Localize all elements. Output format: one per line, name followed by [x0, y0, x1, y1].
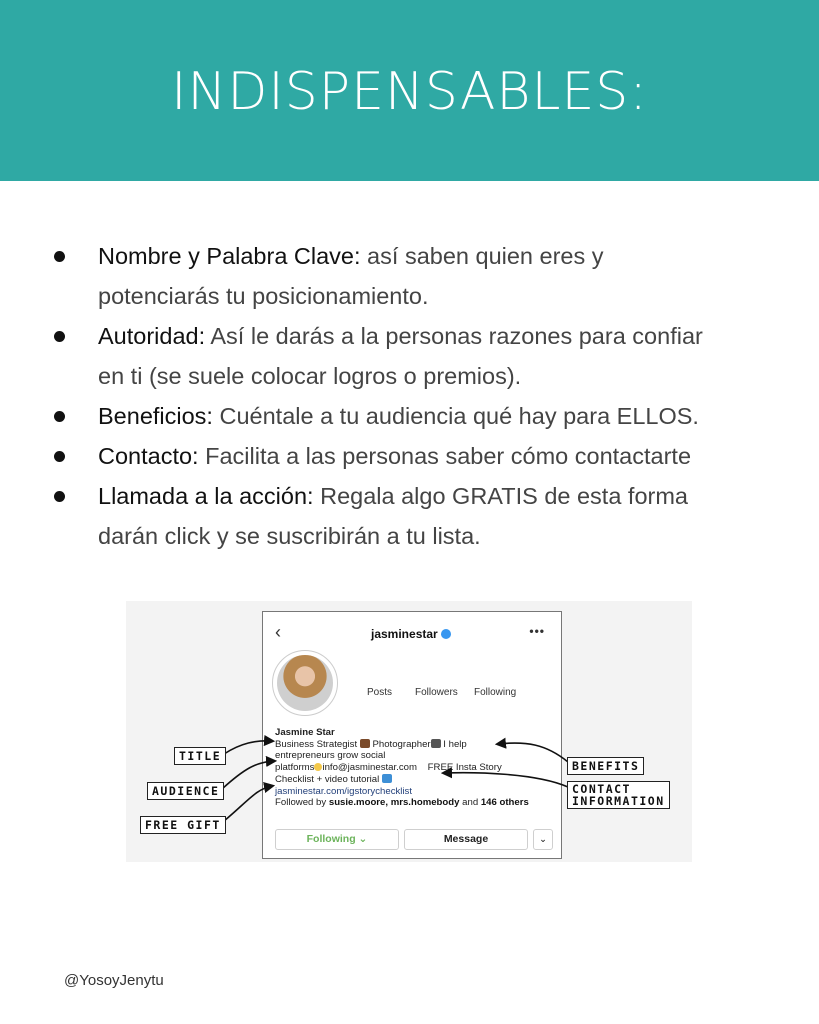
list-item: [48, 316, 778, 396]
following-label: Following: [306, 833, 356, 845]
bullet-text: Regala algo GRATIS de esta forma: [313, 483, 689, 509]
bullet-dot: [54, 251, 65, 262]
stat-following[interactable]: Following: [474, 687, 517, 698]
bullet-text: Así le darás a la personas razones para confiar: [205, 323, 703, 349]
username-text: jasminestar: [371, 627, 438, 641]
instagram-profile-figure: [126, 601, 692, 862]
bio-text: I help: [443, 738, 467, 750]
list-item: [48, 476, 778, 556]
bullet-text-continued: darán click y se suscribirán a tu lista.: [98, 523, 481, 549]
suggestions-dropdown-button[interactable]: ⌄: [533, 829, 553, 850]
followed-users[interactable]: susie.moore, mrs.homebody: [328, 797, 460, 809]
bullet-dot: [54, 331, 65, 342]
bio-text: platforms: [275, 762, 315, 774]
bullet-key: Beneficios:: [98, 403, 213, 429]
label-free-gift: FREE GIFT: [140, 816, 226, 834]
arrow-benefits: [498, 743, 568, 762]
bullet-text-continued: potenciarás tu posicionamiento.: [98, 283, 429, 309]
label-contact-line1: CONTACT: [572, 782, 631, 796]
arrow-free-gift: [224, 786, 272, 821]
more-options-icon[interactable]: •••: [529, 624, 545, 638]
bullet-dot: [54, 451, 65, 462]
arrow-title: [224, 741, 272, 754]
header-banner: [0, 0, 819, 181]
message-button[interactable]: Message: [404, 829, 528, 850]
bio-link[interactable]: jasminestar.com/igstorychecklist: [275, 785, 413, 797]
followed-prefix: Followed by: [275, 797, 329, 809]
back-arrow-icon[interactable]: ‹: [275, 622, 281, 642]
page-title: INDISPENSABLES:: [171, 62, 648, 122]
list-item: [48, 396, 778, 436]
stat-posts[interactable]: Posts: [367, 687, 393, 698]
bullet-text-continued: en ti (se suele colocar logros o premios).: [98, 363, 522, 389]
author-handle: @YosoyJenytu: [64, 972, 164, 989]
bullet-key: Nombre y Palabra Clave:: [98, 243, 361, 269]
profile-name: Jasmine Star: [275, 727, 335, 738]
bullet-text: Cuéntale a tu audiencia qué hay para ELLOS.: [212, 403, 699, 429]
list-item: [48, 436, 778, 476]
chevron-down-icon: ⌄: [358, 833, 368, 845]
bio-text: Business Strategist: [275, 738, 358, 750]
bullet-dot: [54, 411, 65, 422]
bio-text: FREE Insta Story: [427, 762, 502, 774]
label-contact-line2: INFORMATION: [572, 794, 665, 808]
arrow-audience: [222, 761, 274, 789]
label-benefits: BENEFITS: [567, 757, 644, 775]
label-contact-information: [567, 781, 670, 809]
bio-line: entrepreneurs grow social: [275, 750, 386, 762]
list-item: [48, 236, 778, 316]
bullet-text: así saben quien eres y: [360, 243, 604, 269]
bio-email: info@jasminestar.com: [322, 762, 417, 774]
bio-text: Checklist + video tutorial: [275, 773, 380, 785]
bullet-dot: [54, 491, 65, 502]
bullet-text: Facilita a las personas saber cómo contactarte: [198, 443, 692, 469]
bullet-key: Llamada a la acción:: [98, 483, 314, 509]
bullet-key: Contacto:: [98, 443, 199, 469]
bullet-list: [48, 236, 778, 556]
label-audience: AUDIENCE: [147, 782, 224, 800]
followed-and: and: [459, 797, 481, 809]
arrow-contact: [444, 773, 568, 787]
label-title: TITLE: [174, 747, 226, 765]
stat-followers[interactable]: Followers: [415, 687, 458, 698]
followed-others[interactable]: 146 others: [480, 797, 529, 809]
bullet-key: Autoridad:: [98, 323, 206, 349]
bio-text: Photographer: [372, 738, 431, 750]
